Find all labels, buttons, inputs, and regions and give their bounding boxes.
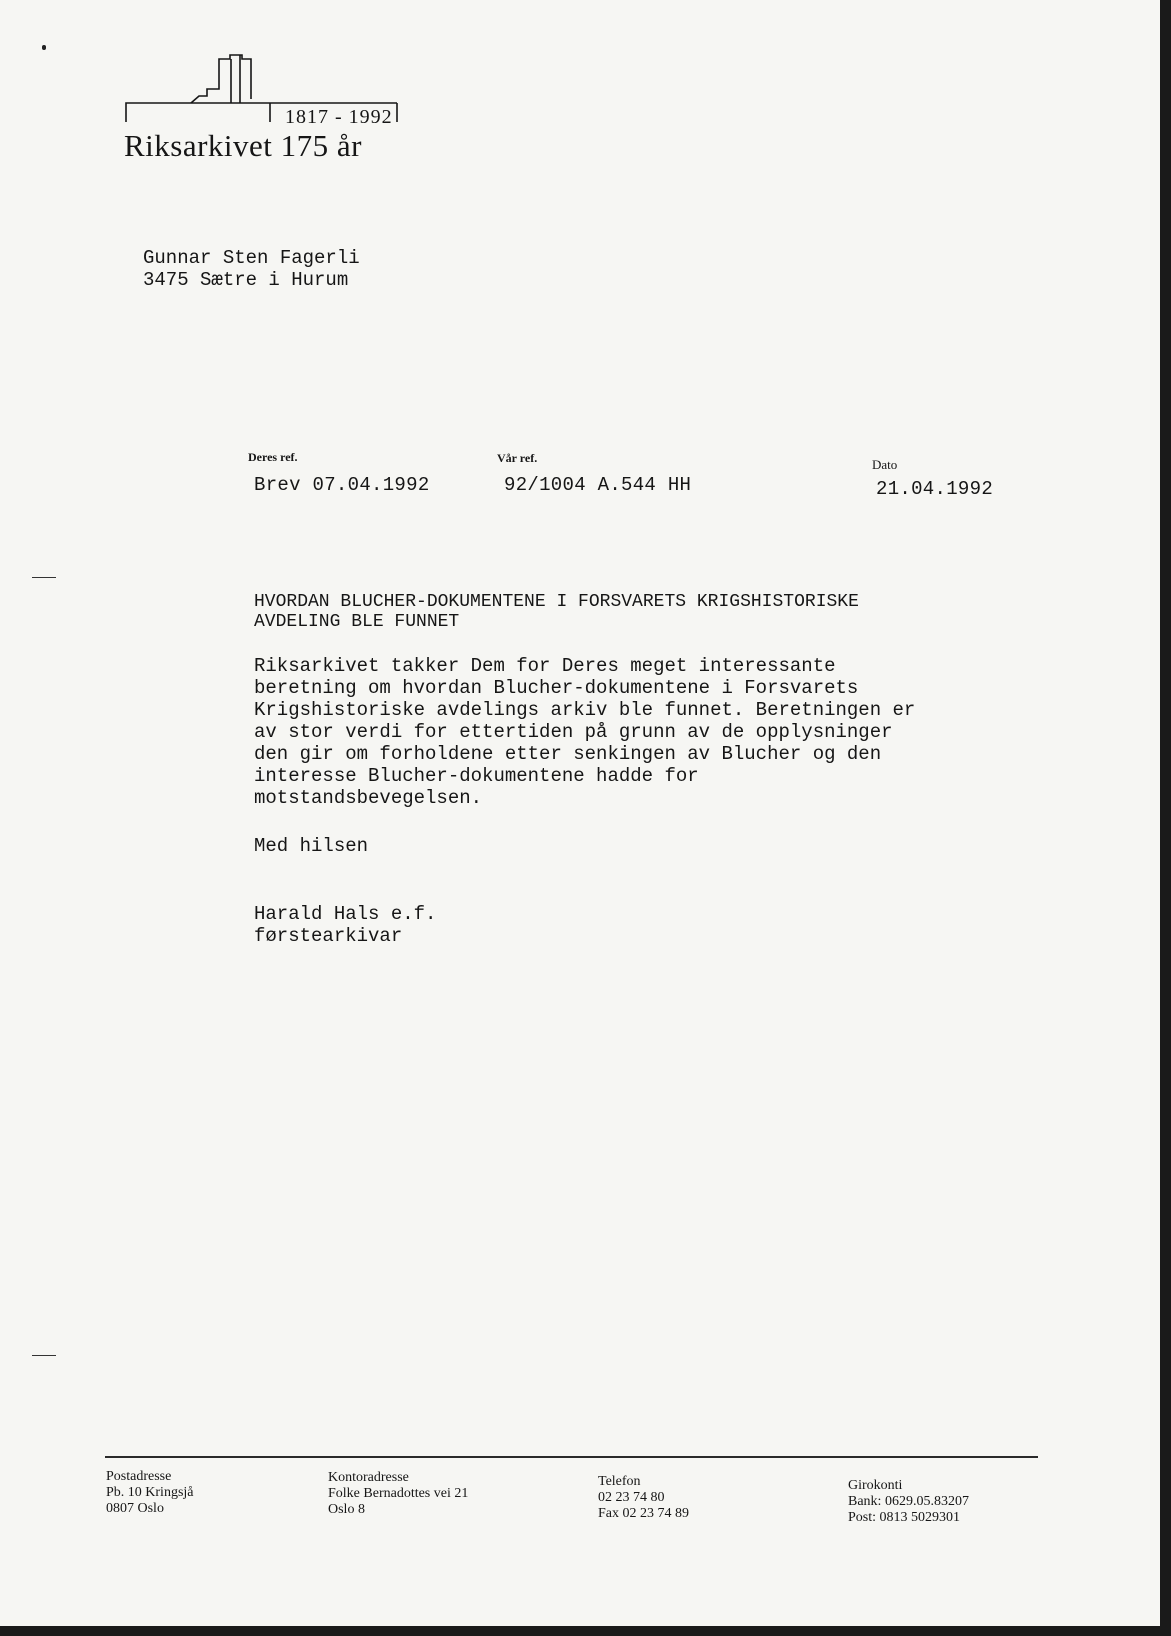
recipient-name: Gunnar Sten Fagerli	[143, 247, 360, 269]
footer-line: Bank: 0629.05.83207	[848, 1494, 969, 1509]
body-line: motstandsbevegelsen.	[254, 787, 483, 809]
signer-title: førstearkivar	[254, 925, 403, 947]
footer-kontoradresse	[328, 1470, 468, 1518]
body-line: beretning om hvordan Blucher-dokumentene i Forsvarets	[254, 677, 859, 699]
deres-ref-value: Brev 07.04.1992	[254, 474, 430, 496]
subject-line: HVORDAN BLUCHER-DOKUMENTENE I FORSVARETS KRIGSHISTORISKE	[254, 592, 859, 612]
subject-line: AVDELING BLE FUNNET	[254, 612, 460, 632]
footer-line: Oslo 8	[328, 1502, 365, 1517]
body-line: interesse Blucher-dokumentene hadde for	[254, 765, 699, 787]
footer-line: Fax 02 23 74 89	[598, 1506, 689, 1521]
body-line: av stor verdi for ettertiden på grunn av de opplysninger	[254, 721, 893, 743]
deres-ref-label: Deres ref.	[248, 450, 298, 464]
footer-girokonti	[848, 1478, 969, 1526]
dato-label: Dato	[872, 457, 898, 472]
footer-line: Folke Bernadottes vei 21	[328, 1486, 469, 1501]
footer-heading: Girokonti	[848, 1478, 903, 1493]
footer-line: 0807 Oslo	[106, 1501, 164, 1516]
body-line: Riksarkivet takker Dem for Deres meget interessante	[254, 655, 836, 677]
dato-value: 21.04.1992	[876, 478, 994, 500]
body-line: Krigshistoriske avdelings arkiv ble funnet. Beretningen er	[254, 699, 916, 721]
body-line: den gir om forholdene etter senkingen av Blucher og den	[254, 743, 882, 765]
logo-title: Riksarkivet 175 år	[124, 128, 363, 163]
var-ref-value: 92/1004 A.544 HH	[504, 474, 692, 496]
letter-body	[254, 655, 1074, 809]
fold-mark-bottom	[32, 1355, 56, 1356]
recipient-city: 3475 Sætre i Hurum	[143, 269, 349, 291]
recipient-address	[143, 247, 360, 291]
footer-line: Post: 0813 5029301	[848, 1510, 961, 1525]
signature-block	[254, 903, 436, 947]
footer-line: 02 23 74 80	[598, 1490, 665, 1505]
var-ref-label: Vår ref.	[497, 451, 538, 465]
fold-mark-top	[32, 577, 56, 578]
footer-telefon	[598, 1474, 689, 1522]
footer-postadresse	[106, 1469, 194, 1517]
closing: Med hilsen	[254, 835, 369, 857]
footer-heading: Telefon	[598, 1474, 641, 1489]
footer-divider	[105, 1456, 1038, 1458]
footer-heading: Postadresse	[106, 1469, 172, 1484]
margin-dot	[42, 45, 46, 50]
footer-line: Pb. 10 Kringsjå	[106, 1485, 194, 1500]
signer-name: Harald Hals e.f.	[254, 903, 437, 925]
footer-heading: Kontoradresse	[328, 1470, 409, 1485]
logo-years: 1817 - 1992	[285, 106, 393, 128]
letter-subject	[254, 592, 1054, 632]
